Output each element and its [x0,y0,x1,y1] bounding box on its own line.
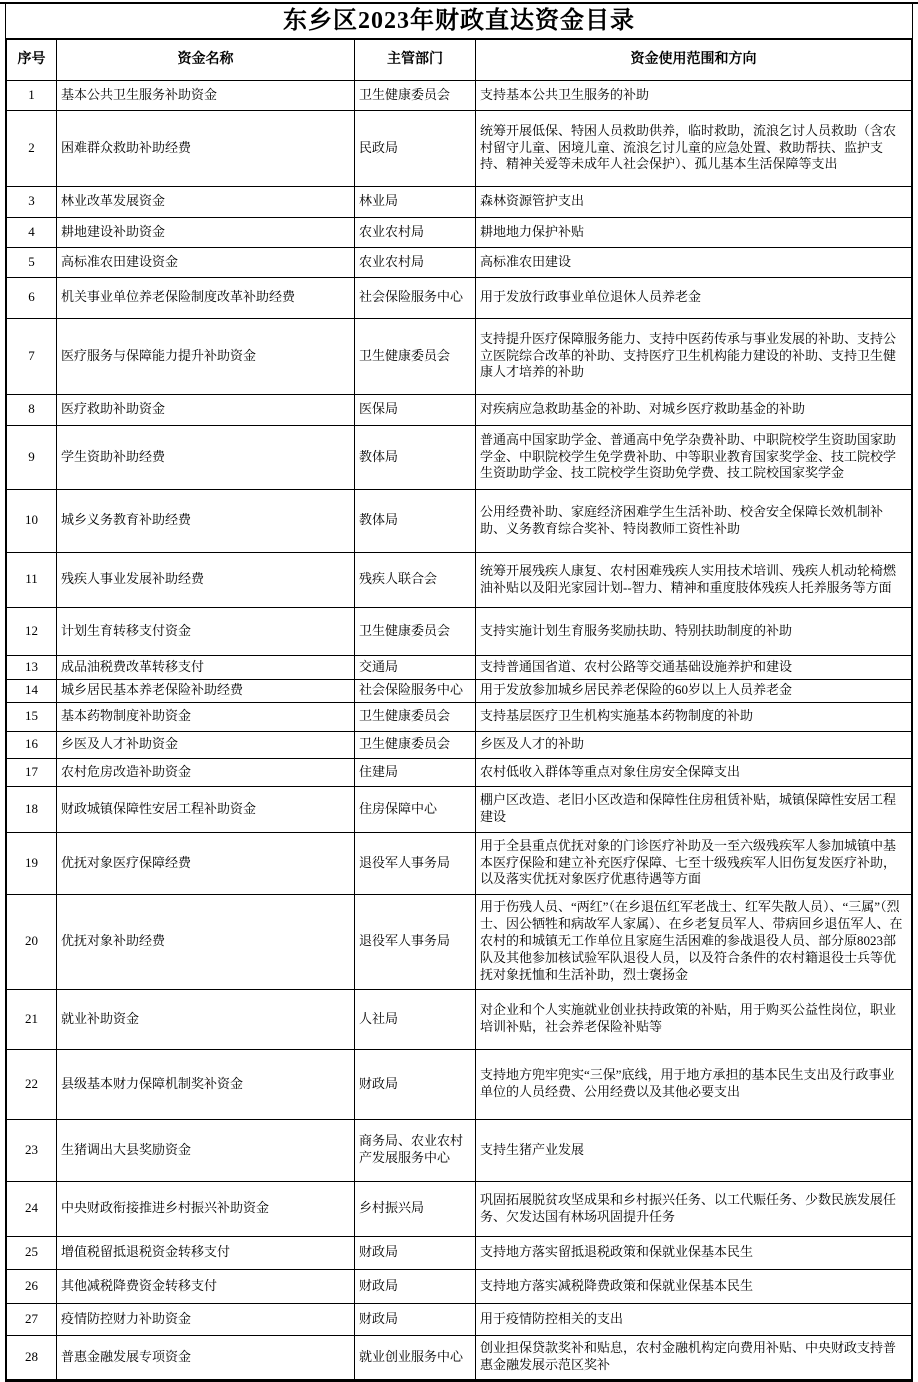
cell-usage-scope: 用于发放参加城乡居民养老保险的60岁以上人员养老金 [476,679,912,702]
cell-index: 14 [7,679,57,702]
cell-usage-scope: 用于全县重点优抚对象的门诊医疗补助及一至六级残疾军人参加城镇中基本医疗保险和建立补充医疗保障、七至十级残疾军人旧伤复发医疗补助，以及落实优抚对象医疗优惠待遇等方面 [476,832,912,894]
cell-department: 民政局 [355,110,476,186]
cell-department: 卫生健康委员会 [355,80,476,110]
cell-usage-scope: 支持生猪产业发展 [476,1119,912,1181]
cell-usage-scope: 支持地方兜牢兜实“三保”底线，用于地方承担的基本民生支出及行政事业单位的人员经费、公用经费以及其他必要支出 [476,1049,912,1119]
cell-department: 退役军人事务局 [355,832,476,894]
cell-usage-scope: 对疾病应急救助基金的补助、对城乡医疗救助基金的补助 [476,394,912,425]
table-row [7,394,912,425]
cell-fund-name: 普惠金融发展专项资金 [57,1335,355,1379]
column-header-index: 序号 [7,39,57,80]
cell-department: 农业农村局 [355,217,476,247]
table-row [7,186,912,217]
funds-directory-table [6,38,912,1380]
cell-fund-name: 基本公共卫生服务补助资金 [57,80,355,110]
table-row [7,679,912,702]
cell-department: 人社局 [355,989,476,1049]
cell-department: 农业农村局 [355,247,476,277]
cell-usage-scope: 对企业和个人实施就业创业扶持政策的补贴，用于购买公益性岗位，职业培训补贴，社会养老保险补贴等 [476,989,912,1049]
table-body [7,80,912,1379]
cell-department: 财政局 [355,1049,476,1119]
table-sheet [5,4,913,1382]
cell-index: 6 [7,277,57,318]
cell-index: 15 [7,702,57,731]
cell-fund-name: 城乡义务教育补助经费 [57,489,355,552]
cell-fund-name: 生猪调出大县奖励资金 [57,1119,355,1181]
cell-fund-name: 成品油税费改革转移支付 [57,655,355,679]
cell-fund-name: 乡医及人才补助资金 [57,731,355,758]
cell-index: 5 [7,247,57,277]
cell-department: 林业局 [355,186,476,217]
cell-fund-name: 增值税留抵退税资金转移支付 [57,1236,355,1269]
cell-index: 3 [7,186,57,217]
cell-usage-scope: 用于疫情防控相关的支出 [476,1303,912,1335]
cell-usage-scope: 用于伤残人员、“两红”（在乡退伍红军老战士、红军失散人员）、“三属”（烈士、因公牺牲和病故军人家属）、在乡老复员军人、带病回乡退伍军人、在农村的和城镇无工作单位且家庭生活困难的参战退役人员、部分原8023部队及其他参加核试验军队退役人员，以及符合条件的农村籍退役士兵等优抚对象抚恤和生活补助，烈士褒扬金 [476,894,912,989]
table-row [7,731,912,758]
cell-fund-name: 医疗救助补助资金 [57,394,355,425]
table-row [7,1119,912,1181]
cell-index: 1 [7,80,57,110]
cell-usage-scope: 农村低收入群体等重点对象住房安全保障支出 [476,758,912,786]
cell-fund-name: 林业改革发展资金 [57,186,355,217]
cell-index: 22 [7,1049,57,1119]
cell-index: 16 [7,731,57,758]
table-row [7,1303,912,1335]
table-row [7,989,912,1049]
cell-index: 27 [7,1303,57,1335]
table-row [7,655,912,679]
cell-department: 就业创业服务中心 [355,1335,476,1379]
cell-department: 商务局、农业农村产发展服务中心 [355,1119,476,1181]
cell-usage-scope: 统筹开展低保、特困人员救助供养，临时救助，流浪乞讨人员救助（含农村留守儿童、困境儿童、流浪乞讨儿童的应急处置、救助帮扶、监护支持、精神关爱等未成年人社会保护）、孤儿基本生活保障等支出 [476,110,912,186]
cell-department: 财政局 [355,1303,476,1335]
cell-department: 卫生健康委员会 [355,607,476,655]
cell-index: 28 [7,1335,57,1379]
cell-usage-scope: 支持地方落实留抵退税政策和保就业保基本民生 [476,1236,912,1269]
cell-usage-scope: 统筹开展残疾人康复、农村困难残疾人实用技术培训、残疾人机动轮椅燃油补贴以及阳光家园计划--智力、精神和重度肢体残疾人托养服务等方面 [476,552,912,607]
cell-department: 教体局 [355,425,476,489]
cell-index: 2 [7,110,57,186]
cell-index: 26 [7,1269,57,1303]
cell-fund-name: 中央财政衔接推进乡村振兴补助资金 [57,1181,355,1236]
cell-fund-name: 医疗服务与保障能力提升补助资金 [57,318,355,394]
table-row [7,552,912,607]
cell-index: 8 [7,394,57,425]
cell-index: 24 [7,1181,57,1236]
cell-index: 7 [7,318,57,394]
cell-usage-scope: 公用经费补助、家庭经济困难学生生活补助、校舍安全保障长效机制补助、义务教育综合奖补、特岗教师工资性补助 [476,489,912,552]
cell-department: 残疾人联合会 [355,552,476,607]
table-row [7,425,912,489]
table-row [7,217,912,247]
cell-fund-name: 就业补助资金 [57,989,355,1049]
cell-usage-scope: 普通高中国家助学金、普通高中免学杂费补助、中职院校学生资助国家助学金、中职院校学生免学费补助、中等职业教育国家奖学金、技工院校学生资助助学金、技工院校学生资助免学费、技工院校国家奖学金 [476,425,912,489]
cell-fund-name: 学生资助补助经费 [57,425,355,489]
cell-department: 住房保障中心 [355,786,476,832]
table-row [7,110,912,186]
cell-usage-scope: 森林资源管护支出 [476,186,912,217]
cell-fund-name: 优抚对象补助经费 [57,894,355,989]
cell-index: 11 [7,552,57,607]
column-header-usage-scope: 资金使用范围和方向 [476,39,912,80]
cell-department: 财政局 [355,1269,476,1303]
cell-usage-scope: 用于发放行政事业单位退休人员养老金 [476,277,912,318]
table-row [7,1335,912,1379]
table-row [7,607,912,655]
cell-department: 教体局 [355,489,476,552]
table-row [7,702,912,731]
cell-usage-scope: 支持普通国省道、农村公路等交通基础设施养护和建设 [476,655,912,679]
cell-department: 退役军人事务局 [355,894,476,989]
cell-usage-scope: 支持实施计划生育服务奖励扶助、特别扶助制度的补助 [476,607,912,655]
cell-usage-scope: 巩固拓展脱贫攻坚成果和乡村振兴任务、以工代赈任务、少数民族发展任务、欠发达国有林场巩固提升任务 [476,1181,912,1236]
cell-fund-name: 城乡居民基本养老保险补助经费 [57,679,355,702]
cell-usage-scope: 支持基层医疗卫生机构实施基本药物制度的补助 [476,702,912,731]
cell-fund-name: 计划生育转移支付资金 [57,607,355,655]
cell-fund-name: 高标准农田建设资金 [57,247,355,277]
cell-department: 卫生健康委员会 [355,731,476,758]
cell-fund-name: 残疾人事业发展补助经费 [57,552,355,607]
cell-usage-scope: 创业担保贷款奖补和贴息，农村金融机构定向费用补贴、中央财政支持普惠金融发展示范区奖补 [476,1335,912,1379]
table-row [7,318,912,394]
cell-usage-scope: 棚户区改造、老旧小区改造和保障性住房租赁补贴，城镇保障性安居工程建设 [476,786,912,832]
table-header-row [7,39,912,80]
table-row [7,1236,912,1269]
cell-usage-scope: 支持提升医疗保障服务能力、支持中医药传承与事业发展的补助、支持公立医院综合改革的补助、支持医疗卫生机构能力建设的补助、支持卫生健康人才培养的补助 [476,318,912,394]
cell-fund-name: 其他减税降费资金转移支付 [57,1269,355,1303]
cell-department: 财政局 [355,1236,476,1269]
table-row [7,247,912,277]
cell-department: 卫生健康委员会 [355,318,476,394]
cell-department: 交通局 [355,655,476,679]
cell-fund-name: 耕地建设补助资金 [57,217,355,247]
cell-index: 18 [7,786,57,832]
page-title: 东乡区2023年财政直达资金目录 [283,8,635,34]
table-row [7,894,912,989]
table-row [7,832,912,894]
cell-fund-name: 优抚对象医疗保障经费 [57,832,355,894]
cell-index: 13 [7,655,57,679]
table-row [7,1049,912,1119]
cell-department: 卫生健康委员会 [355,702,476,731]
table-row [7,758,912,786]
cell-department: 社会保险服务中心 [355,679,476,702]
column-header-fund-name: 资金名称 [57,39,355,80]
cell-usage-scope: 乡医及人才的补助 [476,731,912,758]
cell-fund-name: 财政城镇保障性安居工程补助资金 [57,786,355,832]
cell-fund-name: 县级基本财力保障机制奖补资金 [57,1049,355,1119]
cell-usage-scope: 耕地地力保护补贴 [476,217,912,247]
cell-fund-name: 基本药物制度补助资金 [57,702,355,731]
cell-index: 25 [7,1236,57,1269]
cell-index: 19 [7,832,57,894]
cell-usage-scope: 支持地方落实减税降费政策和保就业保基本民生 [476,1269,912,1303]
cell-index: 9 [7,425,57,489]
cell-fund-name: 困难群众救助补助经费 [57,110,355,186]
cell-index: 10 [7,489,57,552]
cell-index: 20 [7,894,57,989]
cell-fund-name: 疫情防控财力补助资金 [57,1303,355,1335]
cell-department: 社会保险服务中心 [355,277,476,318]
cell-usage-scope: 高标准农田建设 [476,247,912,277]
table-row [7,80,912,110]
cell-department: 住建局 [355,758,476,786]
cell-department: 医保局 [355,394,476,425]
column-header-department: 主管部门 [355,39,476,80]
cell-index: 17 [7,758,57,786]
table-row [7,489,912,552]
cell-department: 乡村振兴局 [355,1181,476,1236]
cell-index: 12 [7,607,57,655]
cell-usage-scope: 支持基本公共卫生服务的补助 [476,80,912,110]
table-row [7,786,912,832]
cell-index: 23 [7,1119,57,1181]
cell-fund-name: 机关事业单位养老保险制度改革补助经费 [57,277,355,318]
cell-index: 4 [7,217,57,247]
table-row [7,277,912,318]
cell-fund-name: 农村危房改造补助资金 [57,758,355,786]
table-row [7,1181,912,1236]
table-row [7,1269,912,1303]
cell-index: 21 [7,989,57,1049]
